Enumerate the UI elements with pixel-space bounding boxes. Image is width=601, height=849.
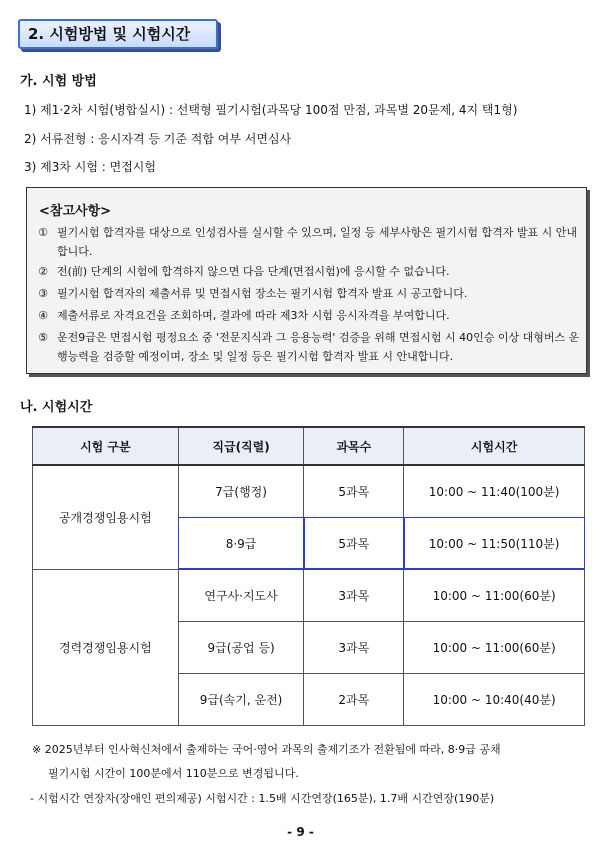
footnote-2: 필기시험 시간이 100분에서 110분으로 변경됩니다. (48, 767, 299, 780)
header-subjects: 과목수 (304, 427, 404, 465)
grade-cell: 연구사·지도사 (178, 569, 304, 621)
note-text: 전(前) 단계의 시험에 합격하지 않으면 다음 단계(면접시험)에 응시할 수 없습니다. (57, 265, 450, 278)
method-item-1: 1) 제1·2차 시험(병합실시) : 선택형 필기시험(과목당 100점 만점, 과목별 20문제, 4지 택1형) (24, 103, 518, 117)
subjects-cell: 5과목 (304, 465, 404, 517)
footnote-1: ※ 2025년부터 인사혁신처에서 출제하는 국어·영어 과목의 출제기조가 전환됨에 따라, 8·9급 공채 (32, 743, 501, 756)
note-text: 필기시험 합격자를 대상으로 인성검사를 실시할 수 있으며, 일정 등 세부사항은 필기시험 합격자 발표 시 안내합니다. (57, 226, 577, 258)
grade-cell: 9급(속기, 운전) (178, 673, 304, 725)
table-row (33, 465, 585, 517)
time-cell: 10:00 ~ 11:00(60분) (404, 569, 585, 621)
time-cell: 10:00 ~ 10:40(40분) (404, 673, 585, 725)
subjects-cell: 3과목 (304, 569, 404, 621)
footnote-3: - 시험시간 연장자(장애인 편의제공) 시험시간 : 1.5배 시간연장(165분), 1.7배 시간연장(190분) (30, 792, 495, 805)
header-grade: 직급(직렬) (178, 427, 304, 465)
time-cell: 10:00 ~ 11:40(100분) (404, 465, 585, 517)
reference-box (26, 187, 587, 374)
reference-note-1 (35, 223, 580, 261)
page-number: - 9 - (287, 825, 314, 839)
reference-title: <참고사항> (39, 204, 112, 219)
method-heading: 가. 시험 방법 (20, 74, 97, 89)
reference-note-2 (35, 262, 580, 281)
category-cell: 공개경쟁임용시험 (33, 465, 179, 569)
header-category: 시험 구분 (33, 427, 179, 465)
note-text: 제출서류로 자격요건을 조회하며, 결과에 따라 제3차 시험 응시자격을 부여합니다. (57, 309, 450, 322)
time-cell: 10:00 ~ 11:00(60분) (404, 621, 585, 673)
reference-note-5 (35, 328, 580, 366)
note-number: ⑤ (38, 331, 48, 344)
subjects-cell: 3과목 (304, 621, 404, 673)
note-text: 필기시험 합격자의 제출서류 및 면접시험 장소는 필기시험 합격자 발표 시 공고합니다. (57, 287, 468, 300)
method-item-2: 2) 서류전형 : 응시자격 등 기준 적합 여부 서면심사 (24, 132, 292, 146)
reference-note-4 (35, 306, 580, 325)
note-text: 운전9급은 면접시험 평정요소 중 '전문지식과 그 응용능력' 검증을 위해 면접시험 시 40인승 이상 대형버스 운행능력을 검증할 예정이며, 장소 및 일정 등은 필기시험 합격자 발표 시 안내합니다. (57, 331, 580, 363)
grade-cell: 8·9급 (178, 517, 304, 569)
time-cell: 10:00 ~ 11:50(110분) (404, 517, 585, 569)
note-number: ④ (38, 309, 48, 322)
schedule-table (32, 426, 585, 726)
table-header-row (33, 427, 585, 465)
table-row (33, 569, 585, 621)
grade-cell: 7급(행정) (178, 465, 304, 517)
grade-cell: 9급(공업 등) (178, 621, 304, 673)
note-number: ② (38, 265, 48, 278)
section-title: 2. 시험방법 및 시험시간 (18, 19, 218, 49)
subjects-cell: 2과목 (304, 673, 404, 725)
subjects-cell: 5과목 (304, 517, 404, 569)
method-item-3: 3) 제3차 시험 : 면접시험 (24, 160, 156, 174)
reference-note-3 (35, 284, 580, 303)
note-number: ③ (38, 287, 48, 300)
header-time: 시험시간 (404, 427, 585, 465)
note-number: ① (38, 226, 48, 239)
category-cell: 경력경쟁임용시험 (33, 569, 179, 725)
schedule-heading: 나. 시험시간 (20, 400, 93, 415)
